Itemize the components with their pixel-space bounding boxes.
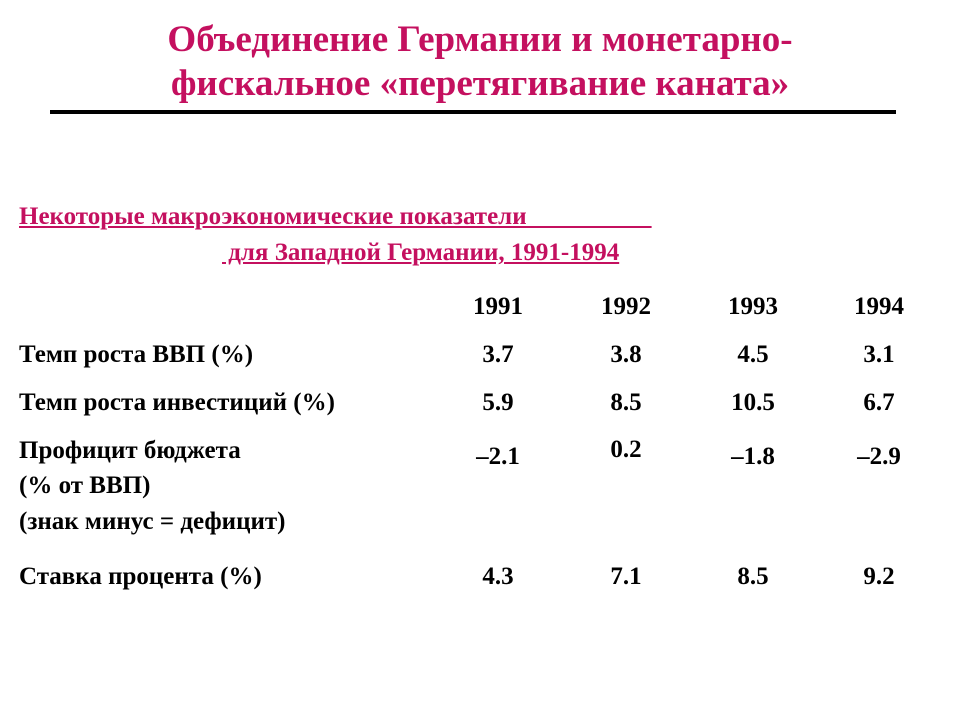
column-header-year: 1991	[473, 293, 523, 320]
row-label-budget-surplus-note: (знак минус = дефицит)	[19, 508, 286, 535]
table-cell: –2.9	[857, 443, 901, 470]
table-cell: –2.1	[476, 443, 520, 470]
table-cell: 3.8	[610, 341, 642, 368]
slide-title-line-1: Объединение Германии и монетарно-	[167, 19, 793, 60]
slide-title-line-2: фискальное «перетягивание каната»	[170, 63, 790, 104]
row-label-budget-surplus-unit: (% от ВВП)	[19, 472, 151, 499]
column-header-year: 1993	[728, 293, 778, 320]
column-header-year: 1992	[601, 293, 651, 320]
row-label-investment-growth: Темп роста инвестиций (%)	[19, 389, 335, 416]
table-cell: 5.9	[482, 389, 514, 416]
table-cell: 9.2	[863, 563, 895, 590]
table-cell: 8.5	[737, 563, 769, 590]
table-cell: 6.7	[863, 389, 895, 416]
table-cell: 8.5	[610, 389, 642, 416]
table-cell: 4.5	[737, 341, 769, 368]
column-header-year: 1994	[854, 293, 904, 320]
row-label-gdp-growth: Темп роста ВВП (%)	[19, 341, 254, 368]
table-cell: 4.3	[482, 563, 514, 590]
row-label-budget-surplus: Профицит бюджета	[19, 437, 241, 464]
table-cell: –1.8	[731, 443, 775, 470]
table-cell: 0.2	[610, 436, 642, 463]
row-label-interest-rate: Ставка процента (%)	[19, 563, 262, 590]
slide-title	[0, 18, 960, 106]
table-cell: 3.1	[863, 341, 895, 368]
table-cell: 10.5	[731, 389, 775, 416]
table-cell: 7.1	[610, 563, 642, 590]
table-caption-line-2: для Западной Германии, 1991-1994	[222, 239, 620, 266]
title-divider	[50, 110, 896, 114]
table-caption-line-1: Некоторые макроэкономические показатели	[19, 203, 652, 230]
table-cell: 3.7	[482, 341, 514, 368]
